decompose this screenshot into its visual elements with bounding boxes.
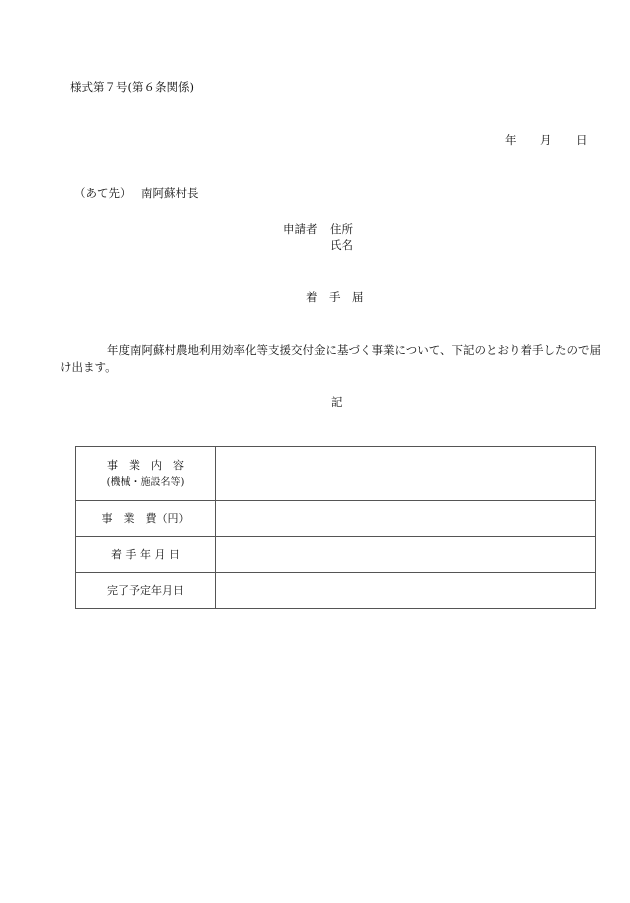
ki-label: 記: [331, 395, 343, 409]
start-date-field[interactable]: [216, 537, 596, 573]
sublabel-text: (機械・施設名等): [106, 476, 185, 488]
addressee-name: 南阿蘇村長: [141, 186, 199, 200]
date-day: 日: [576, 133, 588, 147]
body-text: 年度南阿蘇村農地利用効率化等支援交付金に基づく事業について、下記のとおり着手したので届け出ます。: [60, 343, 602, 374]
date-year: 年: [505, 133, 517, 147]
table-row: [76, 537, 596, 573]
name-label: 氏名: [330, 238, 353, 252]
label-text: 事 業 内 容: [107, 458, 184, 472]
form-number: 様式第７号(第６条関係): [70, 80, 194, 94]
row-label: [76, 447, 216, 501]
row-label: 完了予定年月日: [76, 573, 216, 609]
table-row: [76, 447, 596, 501]
addressee-label: （あて先）: [74, 186, 132, 200]
date-month: 月: [540, 133, 552, 147]
table-row: [76, 501, 596, 537]
business-cost-field[interactable]: [216, 501, 596, 537]
document-title: 着 手 届: [306, 290, 364, 304]
business-content-field[interactable]: [216, 447, 596, 501]
row-label: 着 手 年 月 日: [76, 537, 216, 573]
address-label: 住所: [330, 222, 353, 236]
details-table: [75, 446, 596, 609]
applicant-label: 申請者: [283, 222, 318, 236]
planned-completion-date-field[interactable]: [216, 573, 596, 609]
table-row: [76, 573, 596, 609]
row-label: 事 業 費（円）: [76, 501, 216, 537]
